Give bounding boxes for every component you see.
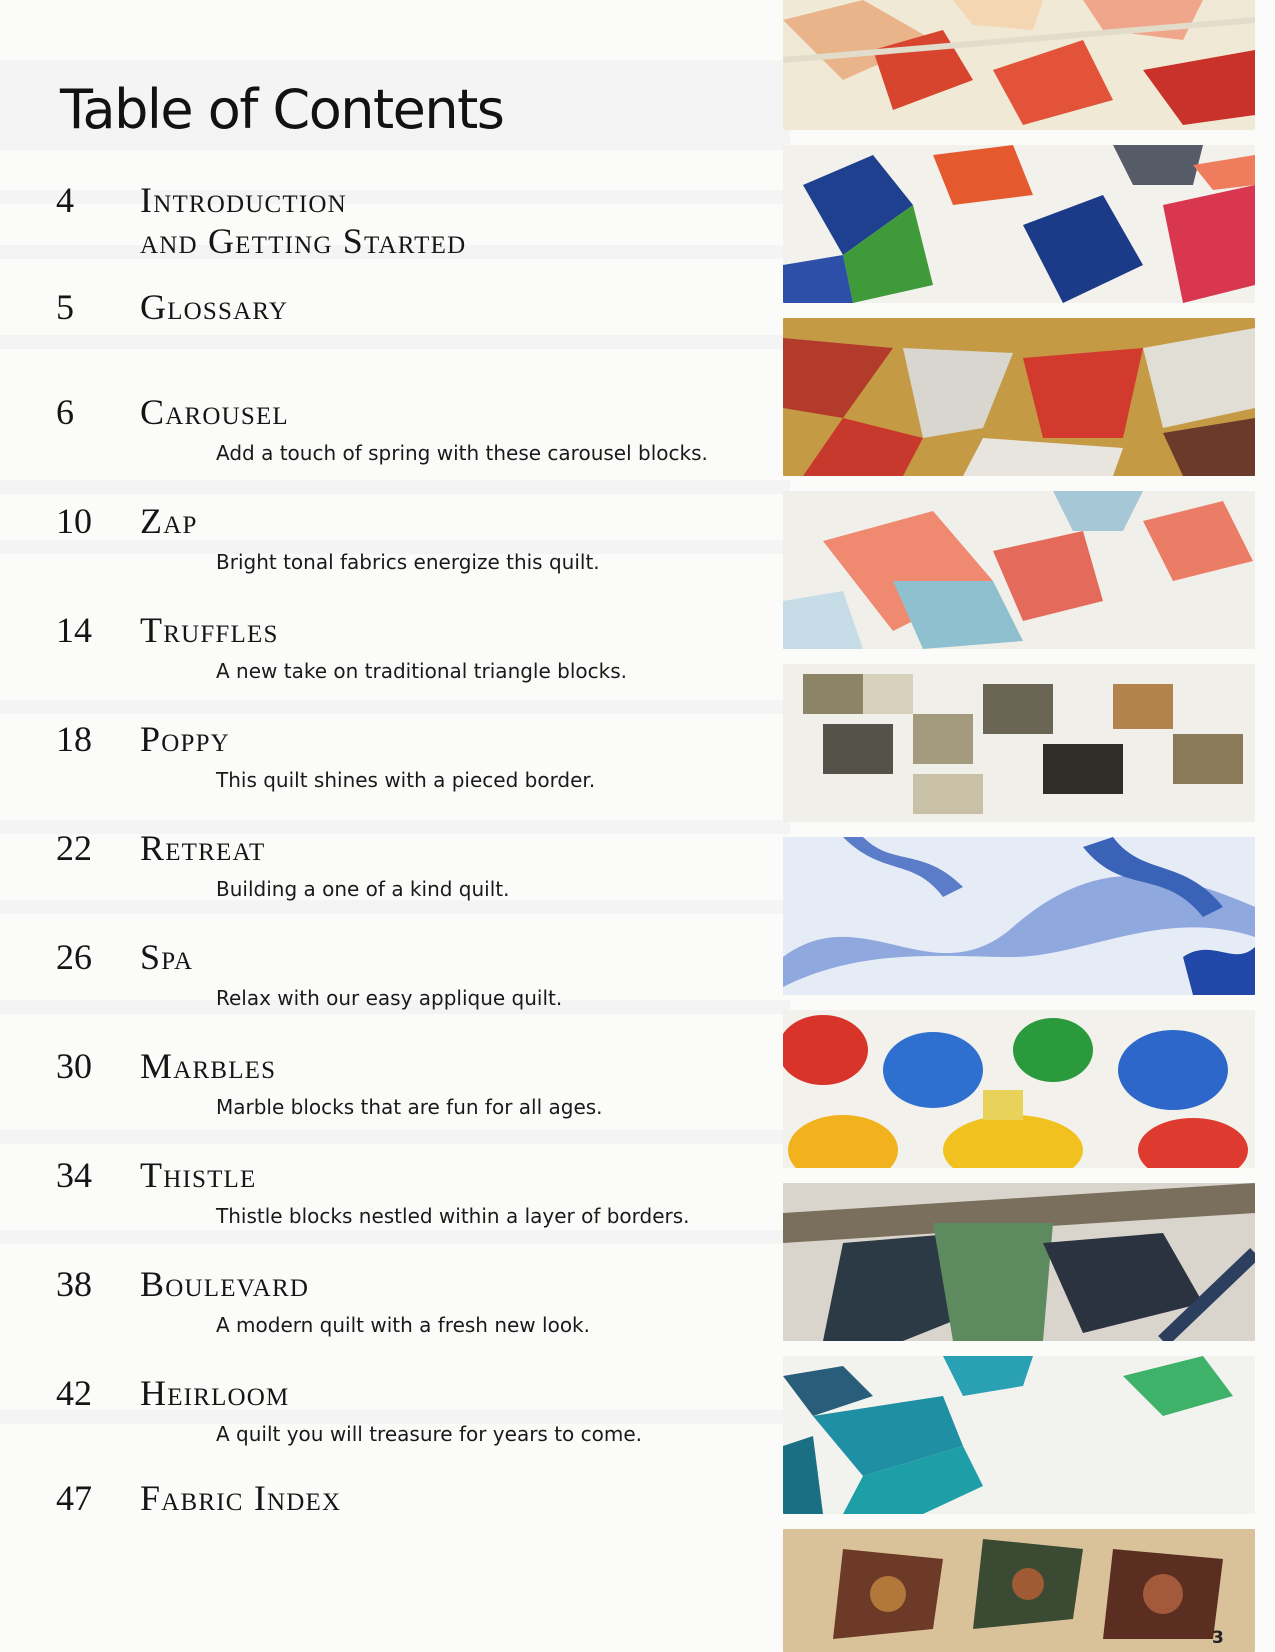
photo-quilt-marbles xyxy=(783,1010,1255,1168)
toc-description: This quilt shines with a pieced border. xyxy=(216,768,596,792)
toc-title: Glossary xyxy=(140,287,289,327)
toc-title: Spa xyxy=(140,937,194,977)
toc-page-number: 5 xyxy=(56,287,74,327)
toc-title: Fabric Index xyxy=(140,1478,342,1518)
toc-page-number: 34 xyxy=(56,1155,92,1195)
photo-quilt-retreat xyxy=(783,664,1255,822)
toc-entry-fabric-index[interactable] xyxy=(0,1478,780,1578)
toc-entry-marbles[interactable] xyxy=(0,1046,780,1146)
toc-entry-spa[interactable] xyxy=(0,937,780,1037)
toc-description: A quilt you will treasure for years to come. xyxy=(216,1422,643,1446)
toc-page-number: 42 xyxy=(56,1373,92,1413)
photo-quilt-top xyxy=(783,0,1255,130)
toc-description: Marble blocks that are fun for all ages. xyxy=(216,1095,603,1119)
toc-title: Heirloom xyxy=(140,1373,290,1413)
toc-title: Zap xyxy=(140,501,198,541)
photo-quilt-heirloom xyxy=(783,1529,1255,1652)
toc-title: Poppy xyxy=(140,719,230,759)
photo-quilt-thistle xyxy=(783,1183,1255,1341)
toc-entry-heirloom[interactable] xyxy=(0,1373,780,1473)
toc-entry-carousel[interactable] xyxy=(0,392,780,492)
toc-page-number: 10 xyxy=(56,501,92,541)
toc-entry-introduction[interactable] xyxy=(0,180,780,280)
toc-entry-poppy[interactable] xyxy=(0,719,780,819)
toc-title: Retreat xyxy=(140,828,266,868)
toc-title: Thistle xyxy=(140,1155,257,1195)
toc-description: Thistle blocks nestled within a layer of borders. xyxy=(216,1204,690,1228)
toc-page-number: 22 xyxy=(56,828,92,868)
toc-title-line1: Introduction xyxy=(140,180,347,220)
photo-quilt-poppy xyxy=(783,491,1255,649)
toc-description: Relax with our easy applique quilt. xyxy=(216,986,563,1010)
toc-title: Truffles xyxy=(140,610,279,650)
toc-page-number: 38 xyxy=(56,1264,92,1304)
toc-title: Boulevard xyxy=(140,1264,310,1304)
toc-entry-glossary[interactable] xyxy=(0,287,780,387)
toc-description: Bright tonal fabrics energize this quilt. xyxy=(216,550,600,574)
toc-entry-retreat[interactable] xyxy=(0,828,780,928)
toc-title-line2: and Getting Started xyxy=(140,221,467,261)
toc-title: Marbles xyxy=(140,1046,277,1086)
toc-entry-truffles[interactable] xyxy=(0,610,780,710)
page-number: 3 xyxy=(1212,1628,1224,1648)
toc-entry-boulevard[interactable] xyxy=(0,1264,780,1364)
toc-page-number: 4 xyxy=(56,180,74,220)
toc-page-number: 30 xyxy=(56,1046,92,1086)
photo-quilt-truffles xyxy=(783,318,1255,476)
photo-quilt-boulevard xyxy=(783,1356,1255,1514)
page-title: Table of Contents xyxy=(60,78,504,141)
toc-entry-thistle[interactable] xyxy=(0,1155,780,1255)
toc-description: A new take on traditional triangle blocks. xyxy=(216,659,627,683)
toc-description: A modern quilt with a fresh new look. xyxy=(216,1313,590,1337)
photo-quilt-spa xyxy=(783,837,1255,995)
toc-page-number: 18 xyxy=(56,719,92,759)
toc-page-number: 26 xyxy=(56,937,92,977)
toc-description: Add a touch of spring with these carousel blocks. xyxy=(216,441,708,465)
photo-quilt-zap xyxy=(783,145,1255,303)
toc-page-number: 6 xyxy=(56,392,74,432)
toc-page-number: 14 xyxy=(56,610,92,650)
toc-description: Building a one of a kind quilt. xyxy=(216,877,510,901)
toc-title: Carousel xyxy=(140,392,289,432)
toc-entry-zap[interactable] xyxy=(0,501,780,601)
toc-page-number: 47 xyxy=(56,1478,92,1518)
